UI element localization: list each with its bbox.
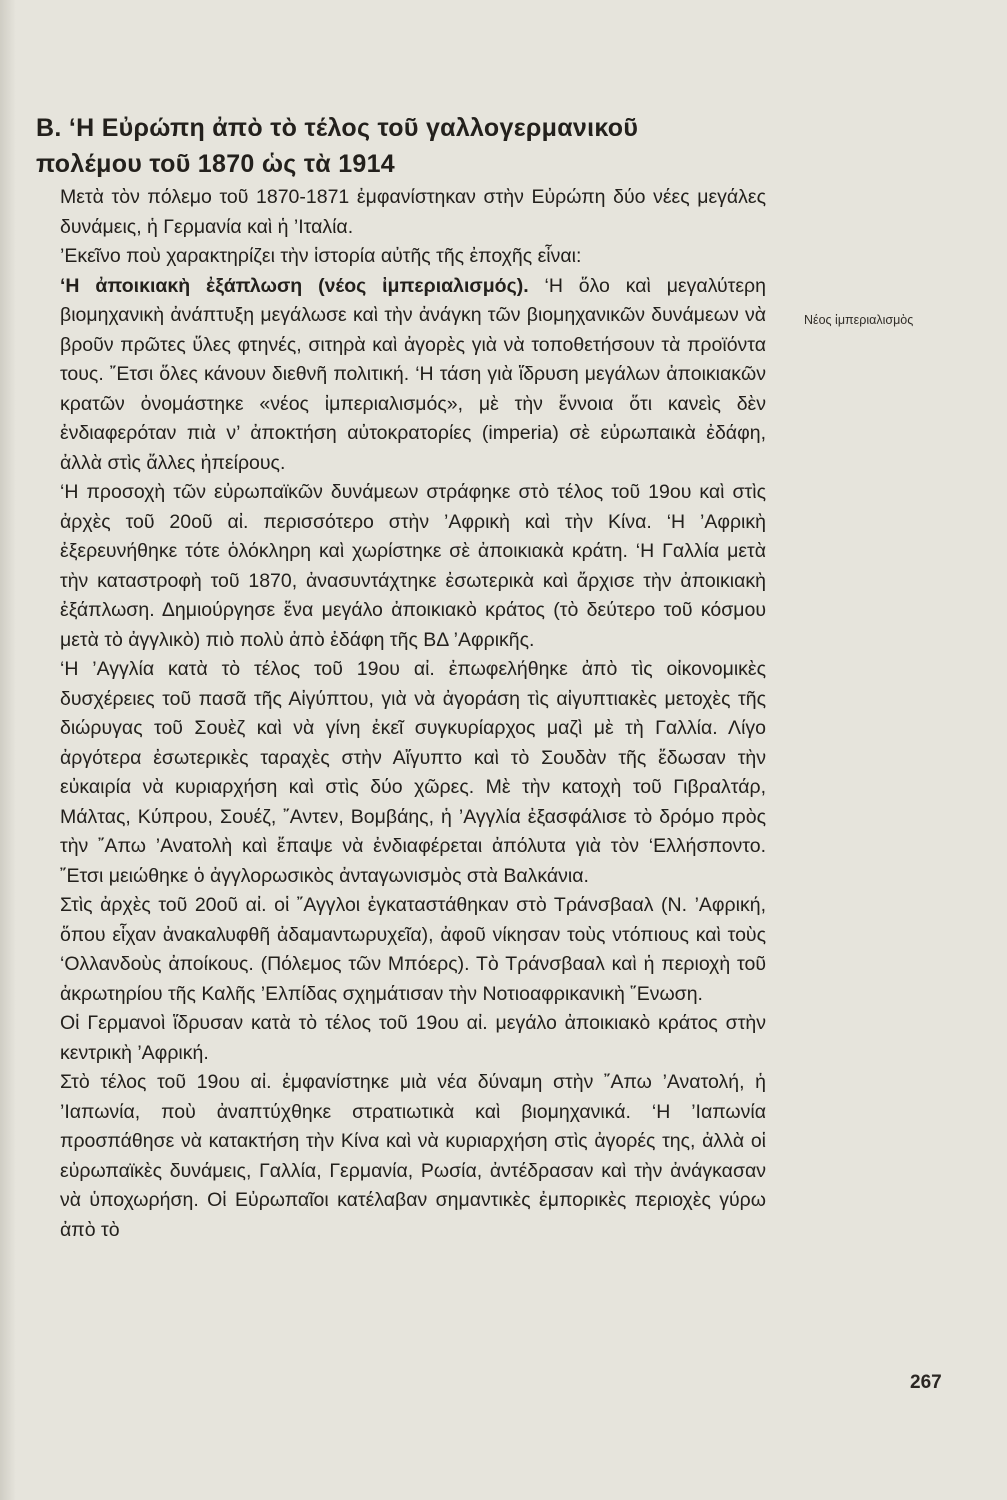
paragraph-3-text: ‘Η ὅλο καὶ μεγαλύτερη βιομηχανικὴ ἀνάπτυξη μεγάλωσε καὶ τὴν ἀνάγκη τῶν βιομηχανικῶν δυνάμεων νὰ βροῦν πρῶτες ὕλες φτηνές, σιτηρὰ καὶ ἀγορὲς γιὰ νὰ τοποθετήσουν τὰ προϊόντα τους. ῎Ετσι ὅλες κάνουν διεθνῆ πολιτική. ‘Η τάση γιὰ ἵδρυση μεγάλων ἀποικιακῶν κρατῶν ὀνομάστηκε «νέος ἰμπεριαλισμός», μὲ τὴν ἔννοια ὅτι κανεὶς δὲν ἐνδιαφερόταν πιὰ ν’ ἀποκτήση αὐτοκρατορίες (imperia) σὲ εὐρωπαικὰ ἐδάφη, ἀλλὰ στὶς ἄλλες ἠπείρους. (60, 274, 766, 474)
paragraph-4: ‘Η προσοχὴ τῶν εὐρωπαϊκῶν δυνάμεων στράφηκε στὸ τέλος τοῦ 19ου καὶ στὶς ἀρχὲς τοῦ 20οῦ αἰ. περισσότερο στὴν ’Αφρικὴ καὶ τὴν Κίνα. ‘Η ’Αφρικὴ ἐξερευνήθηκε τότε ὁλόκληρη καὶ χωρίστηκε σὲ ἀποικιακὰ κράτη. ‘Η Γαλλία μετὰ τὴν καταστροφὴ τοῦ 1870, ἀνασυντάχτηκε ἐσωτερικὰ καὶ ἄρχισε τὴν ἀποικιακὴ ἐξάπλωση. Δημιούργησε ἕνα μεγάλο ἀποικιακὸ κράτος (τὸ δεύτερο τοῦ κόσμου μετὰ τὸ ἀγγλικὸ) πιὸ πολὺ ἀπὸ ἐδάφη τῆς ΒΔ ’Αφρικῆς. (60, 481, 766, 651)
page-spine-shadow (0, 0, 16, 1500)
paragraph-7: Οἱ Γερμανοὶ ἵδρυσαν κατὰ τὸ τέλος τοῦ 19ου αἰ. μεγάλο ἀποικιακὸ κράτος στὴν κεντρικὴ ’Αφρική. (60, 1012, 766, 1064)
section-heading (36, 110, 776, 182)
paragraph-2: ’Εκεῖνο ποὺ χαρακτηρίζει τὴν ἱστορία αὐτῆς τῆς ἐποχῆς εἶναι: (60, 245, 582, 267)
paragraph-6: Στὶς ἀρχὲς τοῦ 20οῦ αἰ. οἱ ῎Αγγλοι ἐγκαταστάθηκαν στὸ Τράνσβααλ (Ν. ’Αφρική, ὅπου εἶχαν ἀνακαλυφθῆ ἀδαμαντωρυχεῖα), ἀφοῦ νίκησαν τοὺς ντόπιους καὶ τοὺς ‘Ολλανδοὺς ἀποίκους. (Πόλεμος τῶν Μπόερς). Τὸ Τράνσβααλ καὶ ἡ περιοχὴ τοῦ ἀκρωτηρίου τῆς Καλῆς ’Ελπίδας σχημάτισαν τὴν Νοτιοαφρικανικὴ ῞Ενωση. (60, 894, 766, 1005)
paragraph-5: ‘Η ’Αγγλία κατὰ τὸ τέλος τοῦ 19ου αἰ. ἐπωφελήθηκε ἀπὸ τὶς οἰκονομικὲς δυσχέρειες τοῦ πασᾶ τῆς Αἰγύπτου, γιὰ νὰ ἀγοράση τὶς αἰγυπτιακὲς μετοχὲς τῆς διώρυγας τοῦ Σουὲζ καὶ νὰ γίνη ἐκεῖ συγκυρίαρχος μαζὶ μὲ τὴ Γαλλία. Λίγο ἀργότερα ἐσωτερικὲς ταραχὲς στὴν Αἴγυπτο καὶ τὸ Σουδὰν τῆς ἔδωσαν τὴν εὐκαιρία νὰ κυριαρχήση καὶ στὶς δύο χῶρες. Μὲ τὴν κατοχὴ τοῦ Γιβραλτάρ, Μάλτας, Κύπρου, Σουέζ, ῎Αντεν, Βομβάης, ἡ ’Αγγλία ἐξασφάλισε τὸ δρόμο πρὸς τὴν ῎Απω ’Ανατολὴ καὶ ἔπαψε νὰ ἐνδιαφέρεται ἀπόλυτα γιὰ τὸν ‘Ελλήσποντο. ῎Ετσι μειώθηκε ὁ ἀγγλορωσικὸς ἀνταγωνισμὸς στὰ Βαλκάνια. (60, 658, 766, 887)
margin-note: Νέος ἰμπεριαλισμὸς (804, 313, 914, 327)
paragraph-3-bold-term: ‘Η ἀποικιακὴ ἐξάπλωση (νέος ἰμπεριαλισμός). (60, 274, 529, 297)
section-heading-line-1: B. ‘Η Εὐρώπη ἀπὸ τὸ τέλος τοῦ γαλλογερμανικοῦ (36, 114, 639, 142)
page-number: 267 (910, 1372, 942, 1393)
paragraph-8: Στὸ τέλος τοῦ 19ου αἰ. ἐμφανίστηκε μιὰ νέα δύναμη στὴν ῎Απω ’Ανατολή, ἡ ’Ιαπωνία, ποὺ ἀναπτύχθηκε στρατιωτικὰ καὶ βιομηχανικά. ‘Η ’Ιαπωνία προσπάθησε νὰ κατακτήση τὴν Κίνα καὶ νὰ κυριαρχήση στὶς ἀγορές της, ἀλλὰ οἱ εὐρωπαϊκὲς δυνάμεις, Γαλλία, Γερμανία, Ρωσία, ἀντέδρασαν καὶ τὴν ἀνάγκασαν νὰ ὑποχωρήση. Οἱ Εὐρωπαῖοι κατέλαβαν σημαντικὲς ἐμπορικὲς περιοχὲς γύρω ἀπὸ τὸ (60, 1071, 766, 1241)
section-heading-line-2: πολέμου τοῦ 1870 ὡς τὰ 1914 (36, 150, 396, 178)
paragraph-1: Μετὰ τὸν πόλεμο τοῦ 1870-1871 ἐμφανίστηκαν στὴν Εὐρώπη δύο νέες μεγάλες δυνάμεις, ἡ Γερμανία καὶ ἡ ’Ιταλία. (60, 186, 766, 238)
body-text (60, 183, 766, 1245)
paragraph-3 (60, 272, 766, 479)
